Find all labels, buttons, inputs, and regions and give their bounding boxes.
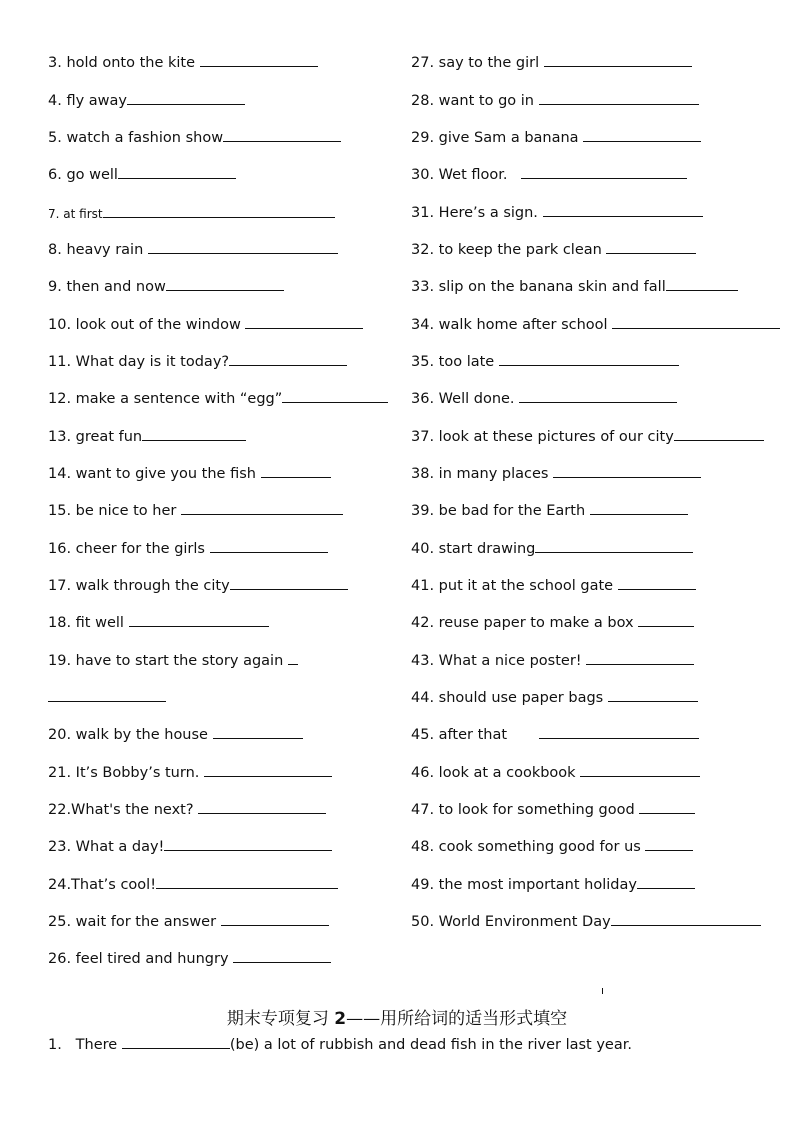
exercise-item-13 (48, 426, 246, 446)
exercise-item-49 (411, 874, 695, 894)
exercise-item-25 (48, 911, 329, 931)
item-text: 41. put it at the school gate (411, 578, 614, 594)
question-1 (48, 1034, 632, 1054)
item-text: 6. go well (48, 167, 118, 183)
answer-blank[interactable] (637, 874, 695, 889)
answer-blank[interactable] (245, 314, 363, 329)
section-title (0, 1008, 794, 1030)
exercise-item-28 (411, 90, 699, 110)
item-text: 3. hold onto the kite (48, 55, 196, 71)
answer-blank[interactable] (543, 202, 703, 217)
exercise-item-39 (411, 500, 688, 520)
answer-blank[interactable] (539, 90, 699, 105)
item-text: 15. be nice to her (48, 503, 177, 519)
exercise-item-34 (411, 314, 780, 334)
item-text: 48. cook something good for us (411, 839, 641, 855)
item-text: 12. make a sentence with “egg” (48, 391, 283, 407)
answer-blank[interactable] (583, 127, 701, 142)
answer-blank[interactable] (544, 52, 692, 67)
answer-blank[interactable] (499, 351, 679, 366)
item-text: 4. fly away (48, 93, 127, 109)
exercise-item-16 (48, 538, 328, 558)
exercise-item-5 (48, 127, 341, 147)
exercise-item-47 (411, 799, 695, 819)
answer-blank[interactable] (156, 874, 338, 889)
exercise-item-23 (48, 836, 332, 856)
answer-blank[interactable] (639, 799, 695, 814)
exercise-item-48 (411, 836, 693, 856)
item-text: 21. It’s Bobby’s turn. (48, 765, 200, 781)
question-text-after: (be) a lot of rubbish and dead fish in the river last year. (229, 1037, 632, 1053)
answer-blank[interactable] (233, 948, 331, 963)
answer-blank[interactable] (535, 538, 693, 553)
item-text: 42. reuse paper to make a box (411, 615, 634, 631)
answer-blank[interactable] (198, 799, 326, 814)
item-text: 43. What a nice poster! (411, 653, 582, 669)
item-text: 28. want to go in (411, 93, 534, 109)
item-text: 27. say to the girl (411, 55, 540, 71)
answer-blank[interactable] (48, 687, 166, 702)
item-text: 19. have to start the story again (48, 653, 284, 669)
answer-blank[interactable] (586, 650, 694, 665)
answer-blank[interactable] (223, 127, 341, 142)
question-number: 1. (48, 1037, 62, 1053)
section-title-number: 2 (334, 1009, 347, 1029)
item-text: 24.That’s cool! (48, 877, 157, 893)
exercise-item-9 (48, 276, 284, 296)
answer-blank[interactable] (261, 463, 331, 478)
item-text: 13. great fun (48, 429, 143, 445)
answer-blank[interactable] (590, 500, 688, 515)
exercise-item-7 (48, 203, 335, 223)
answer-blank[interactable] (103, 203, 335, 218)
exercise-item-30 (411, 164, 687, 184)
answer-blank[interactable] (181, 500, 343, 515)
answer-blank[interactable] (229, 351, 347, 366)
answer-blank[interactable] (210, 538, 328, 553)
exercise-item-31 (411, 202, 703, 222)
answer-blank[interactable] (230, 575, 348, 590)
answer-blank[interactable] (148, 239, 338, 254)
exercise-item-37 (411, 426, 764, 446)
answer-blank-start[interactable] (288, 650, 298, 665)
exercise-item-43 (411, 650, 694, 670)
exercise-item-8 (48, 239, 338, 259)
answer-blank[interactable] (164, 836, 332, 851)
answer-blank[interactable] (166, 276, 284, 291)
exercise-item-46 (411, 762, 700, 782)
exercise-item-24 (48, 874, 338, 894)
answer-blank[interactable] (638, 612, 694, 627)
exercise-item-6 (48, 164, 236, 184)
answer-blank[interactable] (618, 575, 696, 590)
item-text: 20. walk by the house (48, 727, 208, 743)
answer-blank[interactable] (580, 762, 700, 777)
exercise-item-33 (411, 276, 738, 296)
item-text: 33. slip on the banana skin and fall (411, 279, 666, 295)
exercise-item-3 (48, 52, 318, 72)
answer-blank[interactable] (221, 911, 329, 926)
question-text-before: There (75, 1037, 122, 1053)
exercise-item-22 (48, 799, 326, 819)
answer-blank[interactable] (666, 276, 738, 291)
item-text: 14. want to give you the fish (48, 466, 256, 482)
exercise-item-35 (411, 351, 679, 371)
stray-tick-mark (602, 988, 603, 994)
exercise-item-36 (411, 388, 677, 408)
item-text: 29. give Sam a banana (411, 130, 579, 146)
item-text: 35. too late (411, 354, 495, 370)
answer-blank[interactable] (611, 911, 761, 926)
answer-blank[interactable] (606, 239, 696, 254)
exercise-item-21 (48, 762, 332, 782)
exercise-item-17 (48, 575, 348, 595)
exercise-item-19 (48, 650, 298, 670)
item-text: 10. look out of the window (48, 317, 241, 333)
exercise-item-40 (411, 538, 693, 558)
exercise-item-29 (411, 127, 701, 147)
item-text: 50. World Environment Day (411, 914, 611, 930)
answer-blank[interactable] (122, 1034, 230, 1049)
exercise-item-27 (411, 52, 692, 72)
answer-blank[interactable] (127, 90, 245, 105)
answer-blank[interactable] (608, 687, 698, 702)
item-text: 5. watch a fashion show (48, 130, 224, 146)
item-text: 38. in many places (411, 466, 549, 482)
exercise-item-26 (48, 948, 331, 968)
item-text: 25. wait for the answer (48, 914, 217, 930)
answer-blank[interactable] (200, 52, 318, 67)
exercise-item-4 (48, 90, 245, 110)
item-text: 45. after that (411, 727, 508, 743)
answer-blank[interactable] (129, 612, 269, 627)
answer-blank[interactable] (645, 836, 693, 851)
exercise-item-11 (48, 351, 347, 371)
item-text: 16. cheer for the girls (48, 541, 205, 557)
item-text: 46. look at a cookbook (411, 765, 576, 781)
exercise-item-18 (48, 612, 269, 632)
exercise-item-44 (411, 687, 698, 707)
item-text: 49. the most important holiday (411, 877, 637, 893)
answer-blank[interactable] (142, 426, 246, 441)
item-text: 30. Wet floor. (411, 167, 508, 183)
answer-blank[interactable] (204, 762, 332, 777)
item-text: 17. walk through the city (48, 578, 230, 594)
item-text: 36. Well done. (411, 391, 515, 407)
item-text: 39. be bad for the Earth (411, 503, 586, 519)
exercise-item-32 (411, 239, 696, 259)
item-text: 9. then and now (48, 279, 166, 295)
exercise-item-19-continued (48, 687, 166, 707)
answer-blank[interactable] (118, 164, 236, 179)
exercise-item-42 (411, 612, 694, 632)
answer-blank[interactable] (282, 388, 388, 403)
exercise-item-41 (411, 575, 696, 595)
answer-blank[interactable] (553, 463, 701, 478)
item-text: 11. What day is it today? (48, 354, 230, 370)
item-text: 26. feel tired and hungry (48, 951, 229, 967)
item-text: 47. to look for something good (411, 802, 635, 818)
answer-blank[interactable] (521, 164, 687, 179)
item-text: 32. to keep the park clean (411, 242, 602, 258)
item-text: 34. walk home after school (411, 317, 608, 333)
exercise-item-50 (411, 911, 761, 931)
item-text: 8. heavy rain (48, 242, 144, 258)
item-text: 40. start drawing (411, 541, 536, 557)
item-text: 31. Here’s a sign. (411, 205, 538, 221)
section-title-prefix: 期末专项复习 (226, 1009, 335, 1029)
answer-blank[interactable] (674, 426, 764, 441)
item-text: 18. fit well (48, 615, 124, 631)
answer-blank[interactable] (519, 388, 677, 403)
answer-blank[interactable] (612, 314, 780, 329)
exercise-item-10 (48, 314, 363, 334)
item-text: 44. should use paper bags (411, 690, 604, 706)
exercise-item-15 (48, 500, 343, 520)
item-text: 22.What's the next? (48, 802, 194, 818)
exercise-item-45 (411, 724, 699, 744)
item-text: 7. at first (48, 207, 103, 221)
answer-blank[interactable] (539, 724, 699, 739)
answer-blank[interactable] (213, 724, 303, 739)
exercise-item-38 (411, 463, 701, 483)
exercise-item-20 (48, 724, 303, 744)
item-text: 37. look at these pictures of our city (411, 429, 674, 445)
exercise-item-12 (48, 388, 388, 408)
item-text: 23. What a day! (48, 839, 165, 855)
section-title-suffix: ——用所给词的适当形式填空 (346, 1009, 568, 1029)
exercise-item-14 (48, 463, 331, 483)
